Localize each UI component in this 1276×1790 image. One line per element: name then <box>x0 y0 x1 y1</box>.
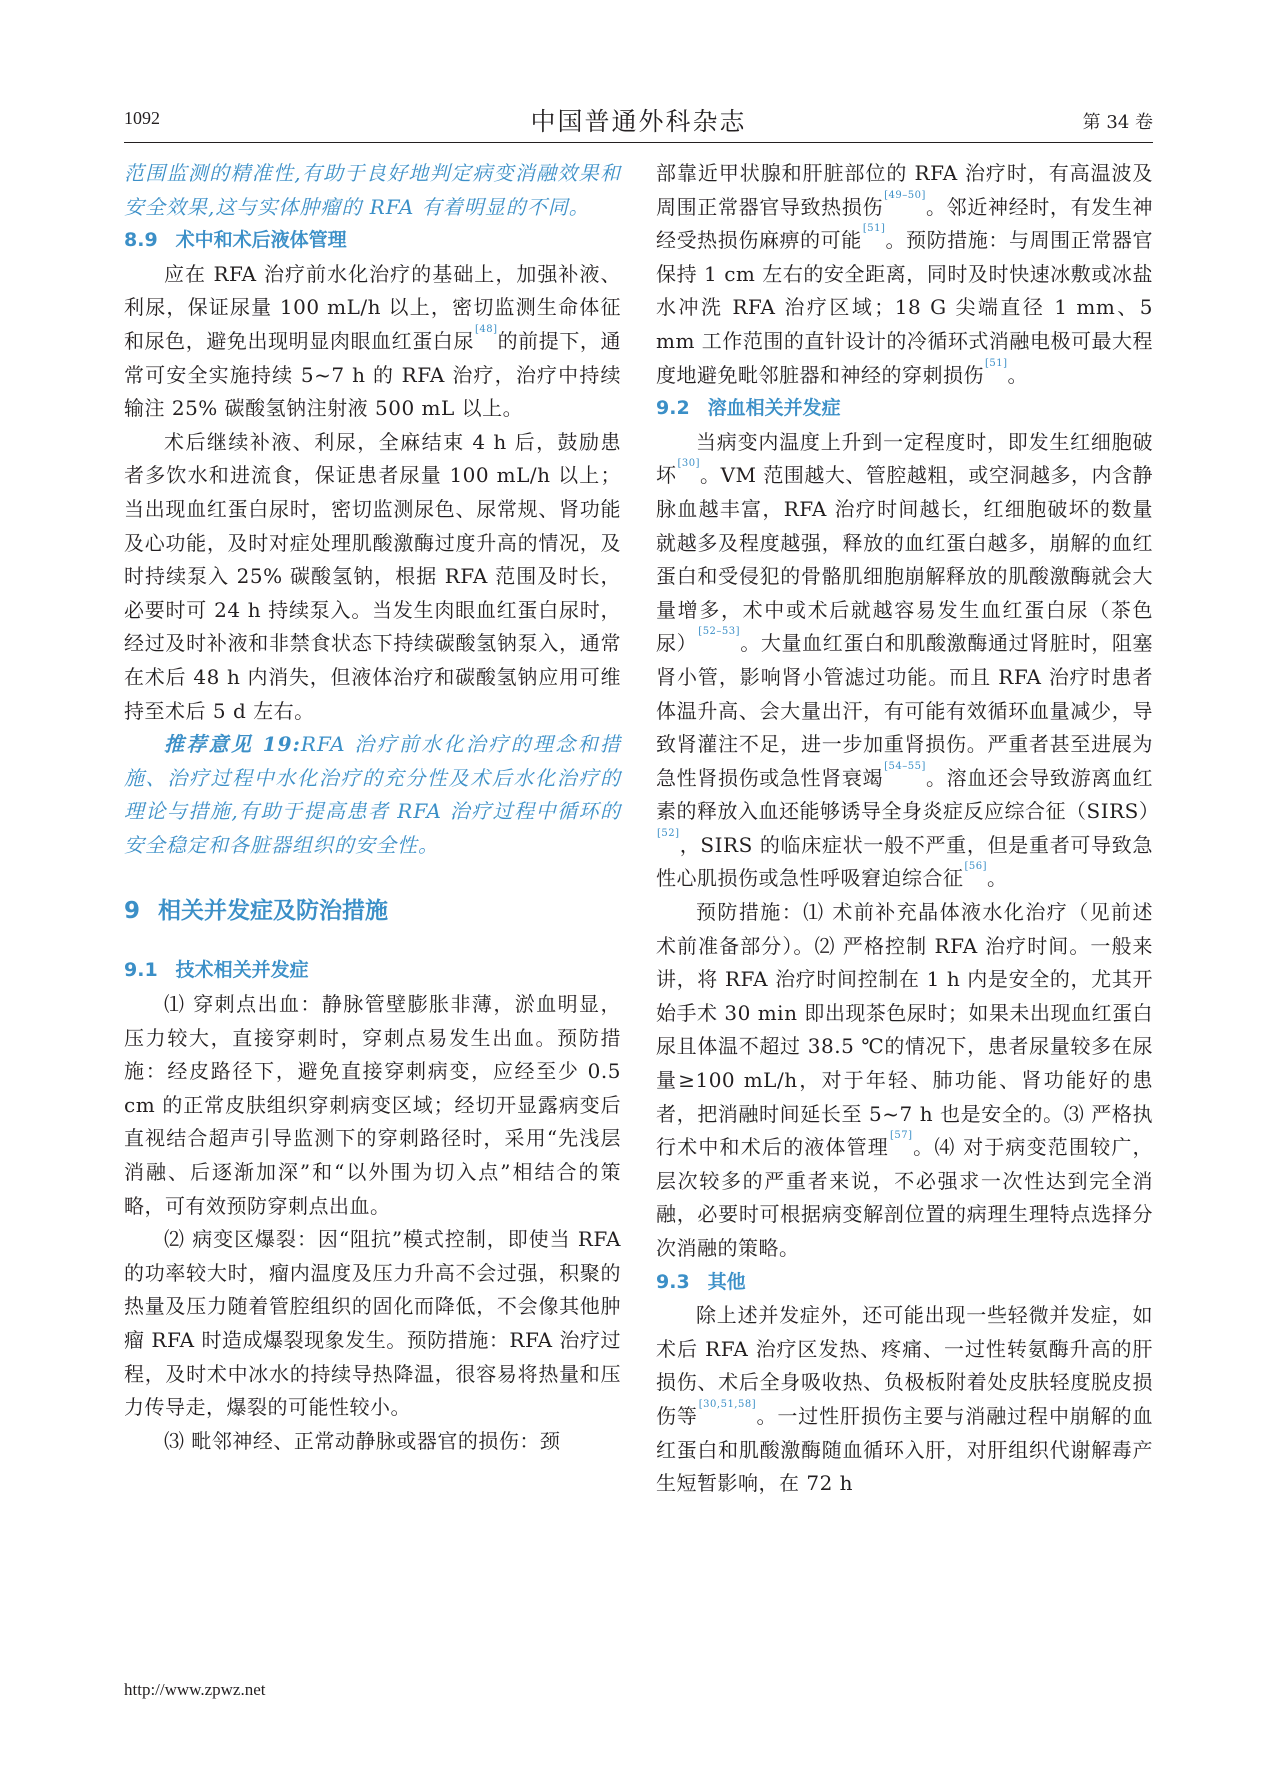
text: 。预防措施：与周围正常器官保持 1 cm 左右的安全距离，同时及时快速冰敷或冰盐水冲洗 RFA 治疗区域；18 G 尖端直径 1 mm、5 mm 工作范围的直针设计的冷循环式消融电极可最大程度地避免毗邻脏器和神经的穿刺损伤 <box>656 228 1154 387</box>
left-column <box>124 157 621 1458</box>
citation-link[interactable]: [51] <box>985 357 1008 369</box>
citation-link[interactable]: [30] <box>677 458 701 470</box>
citation-link[interactable]: [51] <box>862 223 886 235</box>
section-number: 8.9 <box>124 229 158 252</box>
journal-title: 中国普通外科杂志 <box>530 107 747 136</box>
section-title: 技术相关并发症 <box>175 959 309 982</box>
text: 部靠近甲状腺和肝脏部位的 RFA 治疗时，有高温波及周围正常器官导致热损伤 <box>656 161 1153 219</box>
paragraph <box>656 1299 1153 1501</box>
text: 。一过性肝损伤主要与消融过程中崩解的血红蛋白和肌酸激酶随血循环入肝，对肝组织代谢解毒产生短暂影响，在 72 h <box>656 1403 1154 1496</box>
citation-link[interactable]: [57] <box>889 1130 913 1142</box>
paragraph <box>656 896 1153 1266</box>
section-title: 相关并发症及防治措施 <box>158 898 389 925</box>
text: 预防措施：⑴ 术前补充晶体液水化治疗（见前述术前准备部分）。⑵ 严格控制 RFA 治疗时间。一般来讲，将 RFA 治疗时间控制在 1 h 内是安全的，尤其开始手术 30 min 即出现茶色尿时；如果未出现血红蛋白尿且体温不超过 38.5 ℃的情况下，患者尿量较多在尿量≥100 mL/h，对于年轻、肺功能、肾功能好的患者，把消融时间延长至 5~7 h 也是安全的。⑶ 严格执行术中和术后的液体管理 <box>656 900 1153 1160</box>
citation-link[interactable]: [49–50] <box>884 189 926 201</box>
section-9-heading <box>124 886 621 936</box>
recommendation-text: RFA 治疗前水化治疗的理念和措施、治疗过程中水化治疗的充分性及术后水化治疗的理论与措施,有助于提高患者 RFA 治疗过程中循环的安全稳定和各脏器组织的安全性。 <box>124 732 621 857</box>
section-title: 术中和术后液体管理 <box>175 229 347 252</box>
text: 。邻近神经时，有发生神经受热损伤麻痹的可能 <box>656 194 1154 253</box>
right-column <box>656 157 1160 1501</box>
text: 当病变内温度上升到一定程度时，即发生红细胞破坏 <box>656 429 1153 488</box>
section-title: 其他 <box>707 1270 746 1293</box>
text: 的前提下，通常可安全实施持续 5~7 h 的 RFA 治疗，治疗中持续输注 25% 碳酸氢钠注射液 500 mL 以上。 <box>124 328 622 421</box>
paragraph: ⑵ 病变区爆裂：因“阻抗”模式控制，即使当 RFA 的功率较大时，瘤内温度及压力升高不会过强，积聚的热量及压力随着管腔组织的固化而降低，不会像其他肿瘤 RFA 时造成爆裂现象发生。预防措施：RFA 治疗过程，及时术中冰水的持续导热降温，很容易将热量和压力传导走，爆裂的可能性较小。 <box>124 1227 621 1420</box>
text: 。⑷ 对于病变范围较广，层次较多的严重者来说，不必强求一次性达到完全消融，必要时可根据病变解剖位置的病理生理特点选择分次消融的策略。 <box>656 1135 1154 1260</box>
section-number: 9.3 <box>656 1270 690 1293</box>
recommendation-19 <box>124 728 621 862</box>
page-header <box>124 100 1153 143</box>
section-number: 9.1 <box>124 959 158 982</box>
footer-url-link[interactable]: http://www.zpwz.net <box>124 1680 266 1699</box>
paragraph: ⑴ 穿刺点出血：静脉管壁膨胀非薄，淤血明显，压力较大，直接穿刺时，穿刺点易发生出血。预防措施：经皮路径下，避免直接穿刺病变，应经至少 0.5 cm 的正常皮肤组织穿刺病变区域；经切开显露病变后直视结合超声引导监测下的穿刺路径时，采用“先浅层消融、后逐渐加深”和“以外围为切入点”相结合的策略，可有效预防穿刺点出血。 <box>124 992 621 1218</box>
paragraph: 术后继续补液、利尿，全麻结束 4 h 后，鼓励患者多饮水和进流食，保证患者尿量 100 mL/h 以上；当出现血红蛋白尿时，密切监测尿色、尿常规、肾功能及心功能，及时对症处理肌酸激酶过度升高的情况，及时持续泵入 25% 碳酸氢钠，根据 RFA 范围及时长，必要时可 24 h 持续泵入。当发生肉眼血红蛋白尿时，经过及时补液和非禁食状态下持续碳酸氢钠泵入，通常在术后 48 h 内消失，但液体治疗和碳酸氢钠应用可维持至术后 5 d 左右。 <box>124 429 621 723</box>
spacer <box>124 862 621 886</box>
paragraph <box>124 258 621 426</box>
recommendation-label: 推荐意见 19: <box>164 732 301 757</box>
text: 。VM 范围越大、管腔越粗，或空洞越多，内含静脉血越丰富，RFA 治疗时间越长，红细胞破坏的数量就越多及程度越强，释放的血红蛋白越多，崩解的血红蛋白和受侵犯的骨骼肌细胞崩解释放的肌酸激酶就会大量增多，术中或术后就越容易发生血红蛋白尿（茶色尿） <box>656 463 1154 656</box>
citation-link[interactable]: [52–53] <box>698 626 741 638</box>
citation-link[interactable]: [48] <box>474 323 498 335</box>
section-title: 溶血相关并发症 <box>707 397 841 420</box>
paragraph: ⑶ 毗邻神经、正常动静脉或器官的损伤：颈 <box>164 1428 561 1453</box>
citation-link[interactable]: [56] <box>964 861 988 873</box>
paragraph <box>656 426 1160 896</box>
text: ，SIRS 的临床症状一般不严重，但是重者可导致急性心肌损伤或急性呼吸窘迫综合征 <box>656 832 1153 891</box>
paragraph <box>656 157 1153 392</box>
citation-link[interactable]: [52] <box>657 827 680 839</box>
section-9-3-heading <box>656 1266 1153 1300</box>
text: 应在 RFA 治疗前水化治疗的基础上，加强补液、利尿，保证尿量 100 mL/h 以上，密切监测生命体征和尿色，避免出现明显肉眼血红蛋白尿 <box>124 261 621 353</box>
section-8-9-heading <box>124 224 621 258</box>
text: 除上述并发症外，还可能出现一些轻微并发症，如术后 RFA 治疗区发热、疼痛、一过性转氨酶升高的肝损伤、术后全身吸收热、负极板附着处皮肤轻度脱皮损伤等 <box>656 1303 1153 1428</box>
section-9-2-heading <box>656 392 1153 426</box>
section-9-1-heading <box>124 954 621 988</box>
page-number: 1092 <box>124 108 160 128</box>
recommendation-18-tail: 范围监测的精准性,有助于良好地判定病变消融效果和安全效果,这与实体肿瘤的 RFA 有着明显的不同。 <box>124 161 621 219</box>
section-number: 9 <box>124 898 141 925</box>
text: 。 <box>1007 362 1029 387</box>
text: 。 <box>987 866 1008 891</box>
spacer <box>124 936 621 954</box>
citation-link[interactable]: [30,51,58] <box>698 1398 757 1410</box>
citation-link[interactable]: [54–55] <box>884 760 926 772</box>
volume-label: 第 34 卷 <box>1082 112 1153 133</box>
section-number: 9.2 <box>656 397 690 420</box>
text: 。大量血红蛋白和肌酸激酶通过肾脏时，阻塞肾小管，影响肾小管滤过功能。而且 RFA 治疗时患者体温升高、会大量出汗，有可能有效循环血量减少，导致肾灌注不足，进一步加重肾损伤。严重者甚至进展为急性肾损伤或急性肾衰竭 <box>656 631 1154 790</box>
text: 。溶血还会导致游离血红素的释放入血还能够诱导全身炎症反应综合征（SIRS） <box>656 765 1160 824</box>
